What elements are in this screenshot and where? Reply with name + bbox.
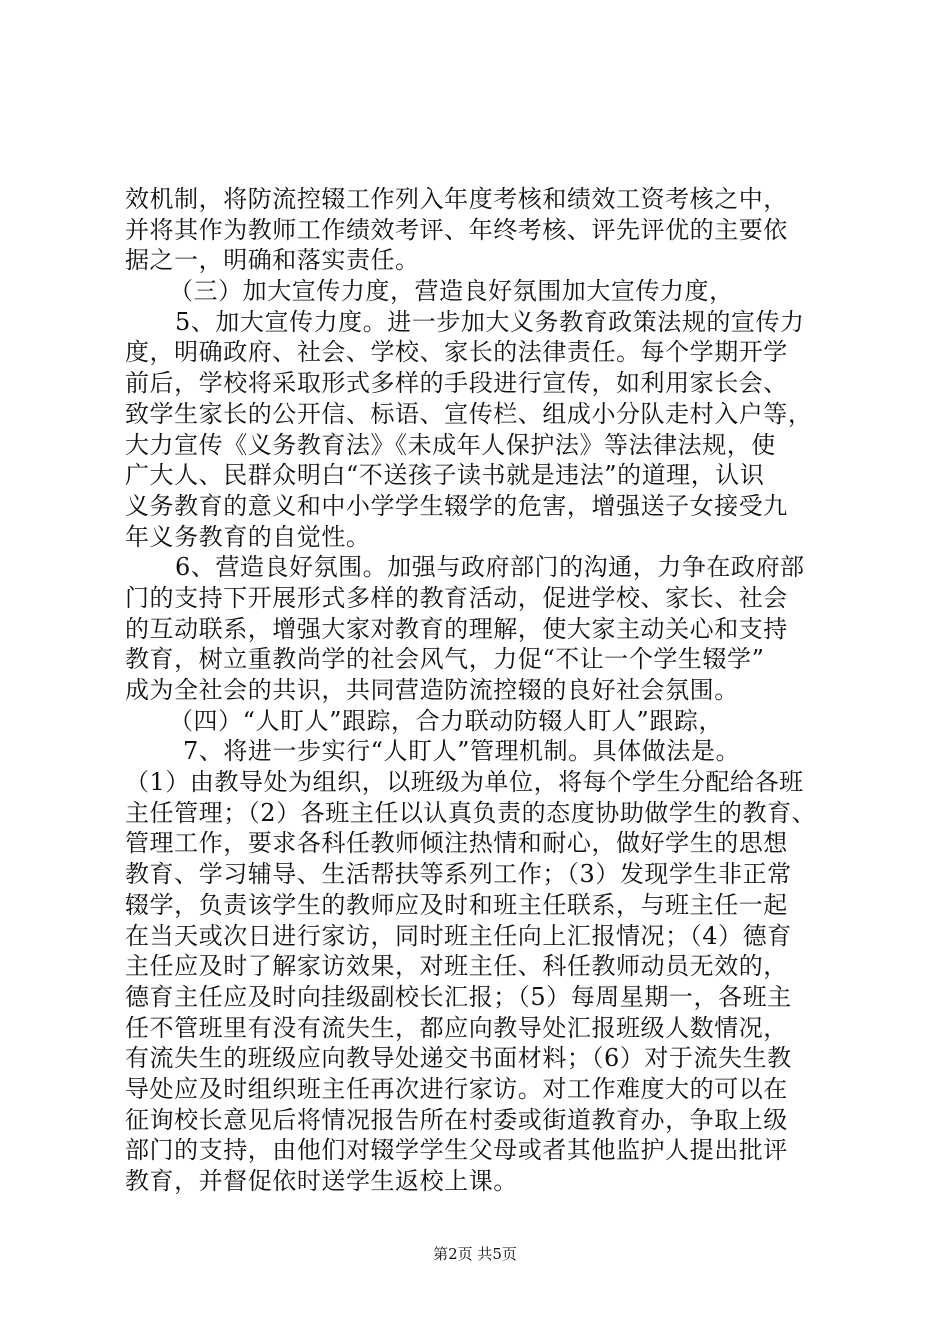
text-line: 教育，并督促依时送学生返校上课。 — [125, 1167, 518, 1195]
text-line: 效机制，将防流控辍工作列入年度考核和绩效工资考核之中， — [125, 185, 788, 213]
text-line: 广大人、民群众明白“不送孩子读书就是违法”的道理，认识 — [125, 461, 765, 489]
text-line: 成为全社会的共识，共同营造防流控辍的良好社会氛围。 — [125, 676, 739, 704]
text-line: 有流失生的班级应向教导处递交书面材料；（6）对于流失生教 — [125, 1044, 792, 1072]
text-line: 任不管班里有没有流失生，都应向教导处汇报班级人数情况， — [125, 1014, 788, 1042]
text-line: （1）由教导处为组织，以班级为单位，将每个学生分配给各班 — [125, 768, 804, 796]
text-line: 义务教育的意义和中小学学生辍学的危害，增强送子女接受九 — [125, 492, 788, 520]
text-line: 前后，学校将采取形式多样的手段进行宣传，如利用家长会、 — [125, 369, 788, 397]
page-footer: 第2页 共5页 — [433, 1245, 517, 1263]
text-line: 门的支持下开展形式多样的教育活动，促进学校、家长、社会 — [125, 584, 788, 612]
text-line: 致学生家长的公开信、标语、宣传栏、组成小分队走村入户等， — [125, 400, 813, 428]
text-line: 年义务教育的自觉性。 — [125, 523, 371, 551]
text-line: 导处应及时组织班主任再次进行家访。对工作难度大的可以在 — [125, 1075, 788, 1103]
text-line: 并将其作为教师工作绩效考评、年终考核、评先评优的主要依 — [125, 216, 788, 244]
text-line: 教育、学习辅导、生活帮扶等系列工作；（3）发现学生非正常 — [125, 860, 792, 888]
text-line: 征询校长意见后将情况报告所在村委或街道教育办，争取上级 — [125, 1106, 788, 1134]
text-line: 大力宣传《义务教育法》《未成年人保护法》等法律法规，使 — [125, 431, 776, 459]
text-line: 据之一，明确和落实责任。 — [125, 246, 420, 274]
text-line: 部门的支持，由他们对辍学学生父母或者其他监护人提出批评 — [125, 1136, 788, 1164]
section-heading: （四）“人盯人”跟踪，合力联动防辍人盯人”跟踪， — [169, 707, 724, 735]
text-line: 度，明确政府、社会、学校、家长的法律责任。每个学期开学 — [125, 338, 788, 366]
text-line: 管理工作，要求各科任教师倾注热情和耐心，做好学生的思想 — [125, 829, 788, 857]
section-heading: （三）加大宣传力度，营造良好氛围加大宣传力度， — [169, 277, 734, 305]
text-line: 主任应及时了解家访效果，对班主任、科任教师动员无效的， — [125, 952, 788, 980]
text-line: 的互动联系，增强大家对教育的理解，使大家主动关心和支持 — [125, 615, 788, 643]
text-line: 辍学，负责该学生的教师应及时和班主任联系，与班主任一起 — [125, 891, 788, 919]
text-line: 在当天或次日进行家访，同时班主任向上汇报情况；（4）德育 — [125, 922, 792, 950]
paragraph-first-line: 5、加大宣传力度。进一步加大义务教育政策法规的宣传力 — [175, 308, 805, 336]
text-line: 主任管理；（2）各班主任以认真负责的态度协助做学生的教育、 — [125, 799, 817, 827]
paragraph-first-line: 6、营造良好氛围。加强与政府部门的沟通，力争在政府部 — [175, 553, 805, 581]
text-line: 教育，树立重教尚学的社会风气，力促“不让一个学生辍学” — [125, 645, 765, 673]
paragraph-first-line: 7、将进一步实行“人盯人”管理机制。具体做法是。 — [183, 737, 741, 765]
text-line: 德育主任应及时向挂级副校长汇报；（5）每周星期一，各班主 — [125, 983, 792, 1011]
